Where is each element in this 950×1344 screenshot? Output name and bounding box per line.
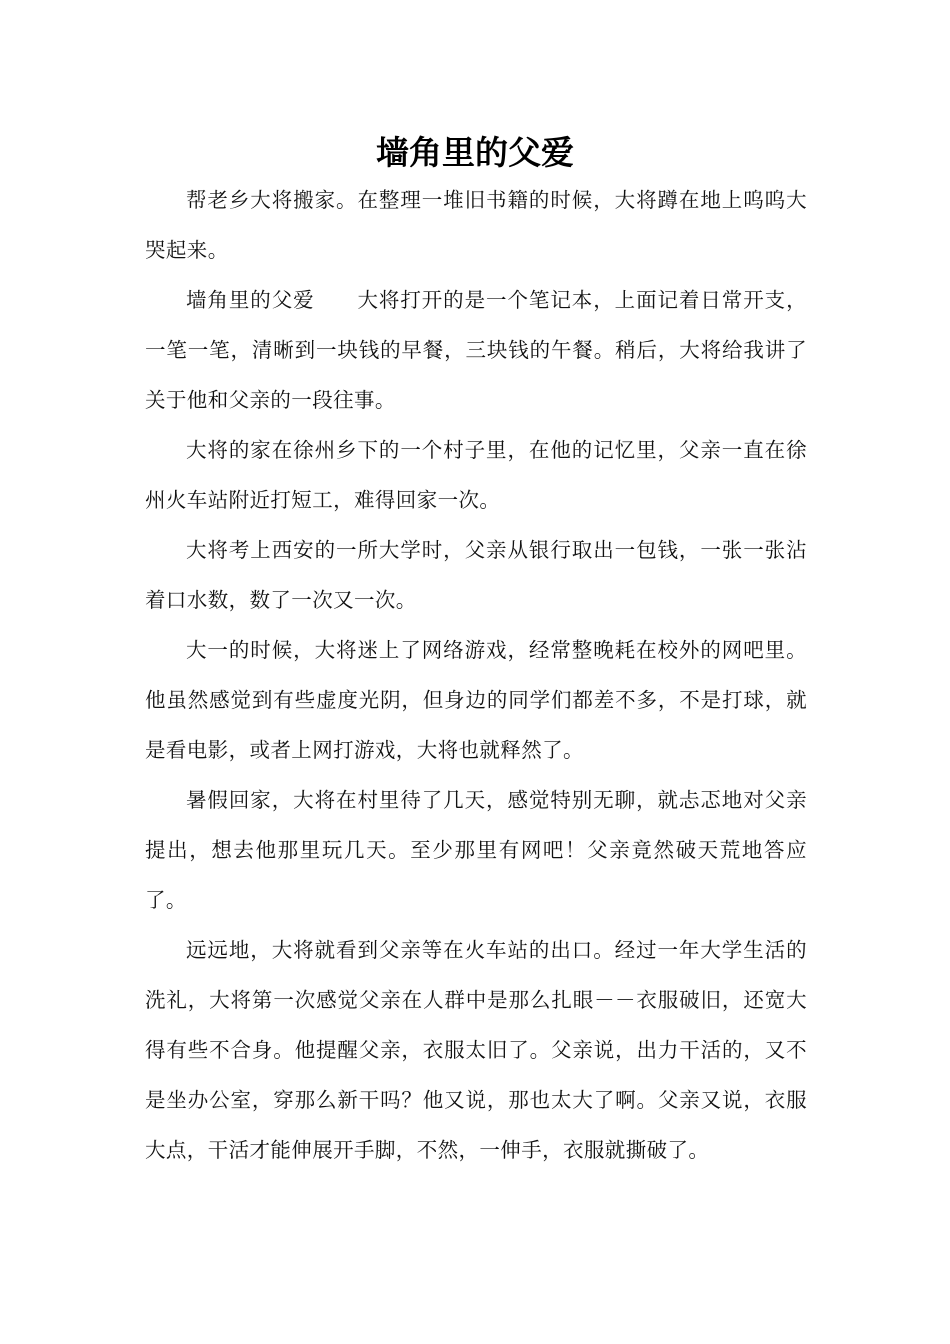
paragraph-6: 暑假回家，大将在村里待了几天，感觉特别无聊，就忐忑地对父亲提出，想去他那里玩几天。至少那里有网吧！父亲竟然破天荒地答应了。 (145, 788, 807, 912)
paragraph-4: 大将考上西安的一所大学时，父亲从银行取出一包钱，一张一张沾着口水数，数了一次又一次。 (145, 538, 807, 612)
paragraph-1: 帮老乡大将搬家。在整理一堆旧书籍的时候，大将蹲在地上呜呜大哭起来。 (145, 188, 807, 262)
paragraph-5: 大一的时候，大将迷上了网络游戏，经常整晚耗在校外的网吧里。他虽然感觉到有些虚度光阴，但身边的同学们都差不多，不是打球，就是看电影，或者上网打游戏，大将也就释然了。 (145, 638, 807, 762)
paragraph-2: 墙角里的父爱 大将打开的是一个笔记本，上面记着日常开支，一笔一笔，清晰到一块钱的早餐，三块钱的午餐。稍后，大将给我讲了关于他和父亲的一段往事。 (145, 288, 807, 412)
document-title: 墙角里的父爱 (376, 133, 574, 172)
paragraph-7: 远远地，大将就看到父亲等在火车站的出口。经过一年大学生活的洗礼，大将第一次感觉父亲在人群中是那么扎眼－－衣服破旧，还宽大得有些不合身。他提醒父亲，衣服太旧了。父亲说，出力干活的，又不是坐办公室，穿那么新干吗？他又说，那也太大了啊。父亲又说，衣服大点，干活才能伸展开手脚，不然，一伸手，衣服就撕破了。 (145, 938, 807, 1162)
paragraph-3: 大将的家在徐州乡下的一个村子里，在他的记忆里，父亲一直在徐州火车站附近打短工，难得回家一次。 (145, 438, 807, 512)
document-body (145, 175, 807, 1175)
